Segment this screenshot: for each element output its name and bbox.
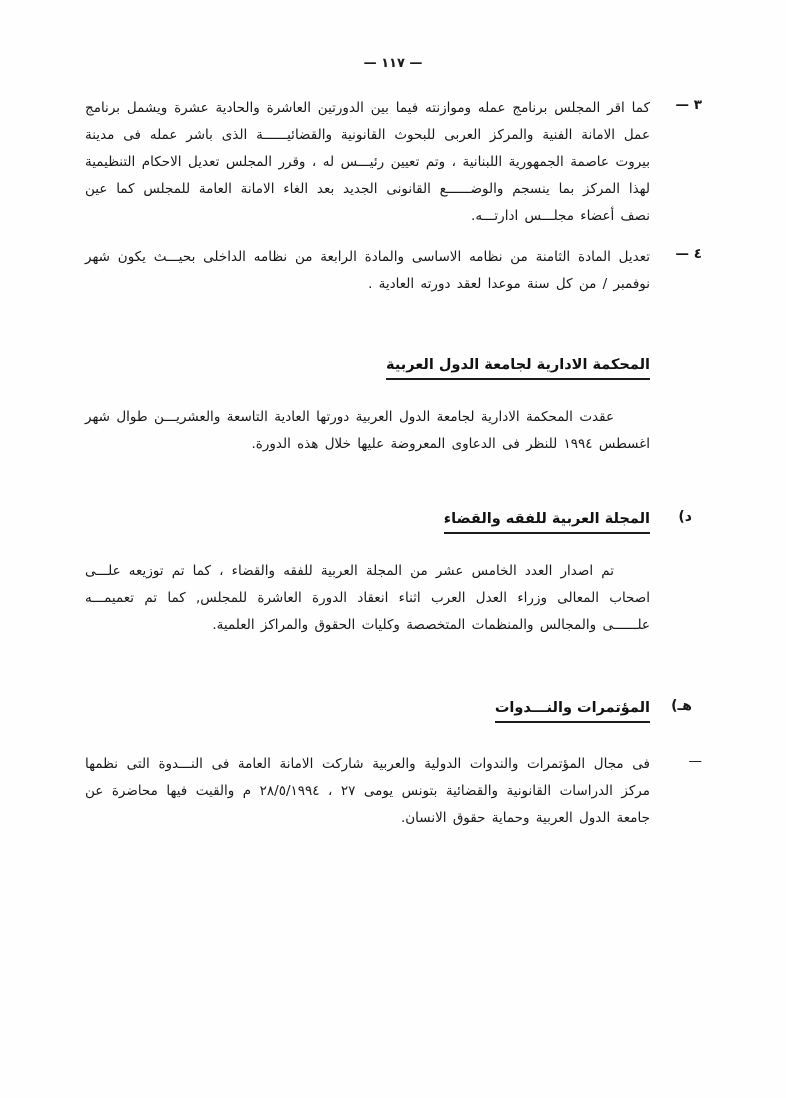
page-number: — ١١٧ — [363, 56, 423, 71]
section-heading-conferences: المؤتمرات والنـــدوات [495, 700, 650, 723]
section-body-conferences: فى مجال المؤتمرات والندوات الدولية والعربية شاركت الامانة العامة فى النـــدوة التى نظمها مركز الدراسات القانونية والقضائية بتونس يومى ٢٧ ، ٢٨/٥/١٩٩٤ م والقيت فيها محاضرة عن جامعة الدول العربية وحماية حقوق الانسان. [85, 756, 650, 826]
section-letter-marker: هـ) [671, 698, 692, 714]
section-heading-row [85, 354, 650, 380]
list-item-4 [85, 244, 702, 298]
section-body-administrative-court: عقدت المحكمة الادارية لجامعة الدول العربية دورتها العادية التاسعة والعشريـــن طوال شهر اغسطس ١٩٩٤ للنظر فى الدعاوى المعروضة عليها خلال هذه الدورة. [85, 409, 650, 452]
list-item-4-marker: ٤ — [675, 246, 702, 262]
section-letter-marker: د) [678, 509, 692, 525]
list-item-3 [85, 95, 702, 230]
dash-item [85, 751, 702, 832]
section-heading-row [85, 508, 692, 534]
list-item-3-text: كما اقر المجلس برنامج عمله وموازنته فيما بين الدورتين العاشرة والحادية عشرة ويشمل برنامج عمل الامانة الفنية والمركز العربى للبحوث القانونية والقضائيــــــة الذى باشر عمله فى مدينة بيروت عاصمة الجمهورية اللبنانية ، وتم تعيين رئيـــس له ، وقرر المجلس تعديل الاحكام التنظيمية لهذا المركز بما ينسجم والوضــــــع القانونى الجديد بعد الغاء الامانة العامة للمجلس كما عين نصف أعضاء مجلـــس ادارتـــه. [85, 100, 650, 224]
section-heading-row [85, 697, 692, 723]
section-body-arab-journal: تم اصدار العدد الخامس عشر من المجلة العربية للفقه والقضاء ، كما تم توزيعه علـــى اصحاب المعالى وزراء العدل العرب اثناء انعقاد الدورة العاشرة للمجلس, كما تم تعميمـــه علــــــى والمجالس والمنظمات المتخصصة وكليات الحقوق والمراكز العلمية. [85, 563, 650, 633]
list-item-4-text: تعديل المادة الثامنة من نظامه الاساسى والمادة الرابعة من نظامه الداخلى بحيـــث يكون شهر نوفمبر / من كل سنة موعدا لعقد دورته العادية . [85, 249, 650, 292]
section-conferences [85, 697, 702, 832]
document-content [85, 95, 702, 832]
section-arab-journal [85, 508, 692, 639]
section-heading-arab-journal: المجلة العربية للفقه والقضاء [444, 511, 650, 534]
dash-item-marker: — [688, 753, 702, 769]
section-heading-administrative-court: المحكمة الادارية لجامعة الدول العربية [386, 357, 650, 380]
list-item-3-marker: ٣ — [675, 97, 702, 113]
section-administrative-court [85, 354, 650, 458]
